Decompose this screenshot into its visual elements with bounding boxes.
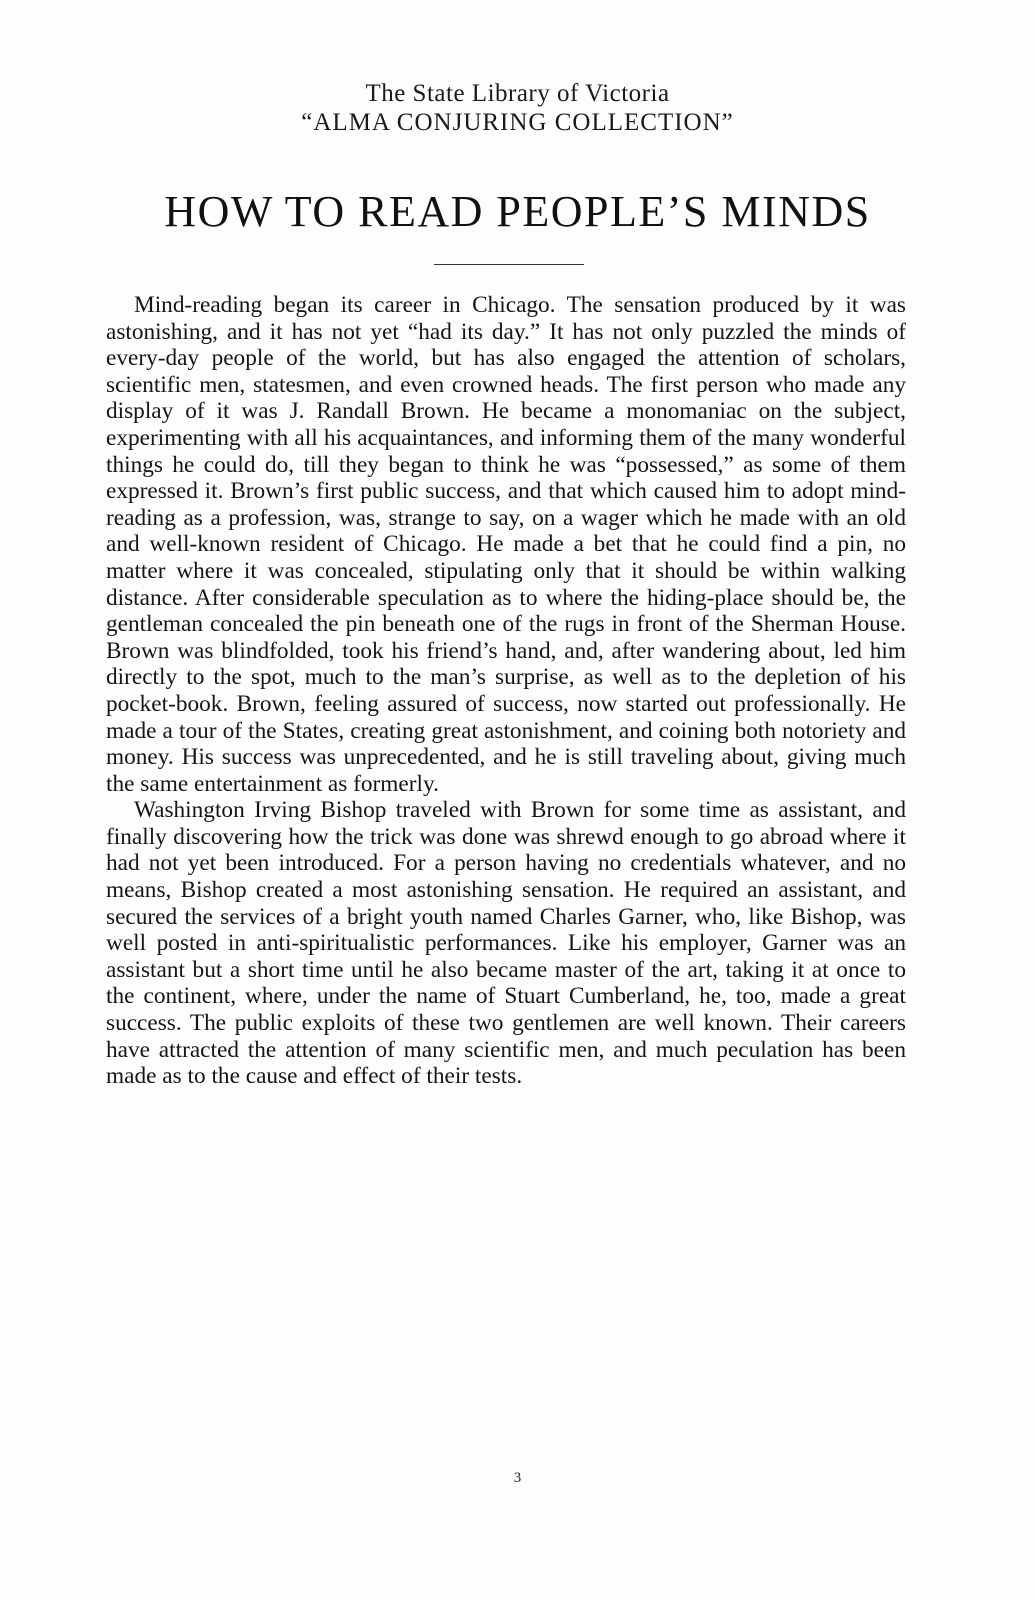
article-body — [106, 292, 906, 1090]
title-divider — [434, 264, 584, 265]
library-header: The State Library of Victoria — [365, 80, 670, 107]
page-title: HOW TO READ PEOPLE’S MINDS — [164, 187, 871, 236]
paragraph: Washington Irving Bishop traveled with Brown for some time as assistant, and finally discovering how the trick was done was shrewd enough to go abroad where it had not yet been introduced. For a person having no credentials whatever, and no means, Bishop created a most astonishing sensation. He required an assistant, and secured the services of a bright youth named Charles Garner, who, like Bishop, was well posted in anti-spiritualistic performances. Like his employer, Garner was an assistant but a short time until he also became master of the art, taking it at once to the continent, where, under the name of Stuart Cumberland, he, too, made a great success. The public exploits of these two gentlemen are well known. Their careers have attracted the attention of many scientific men, and much peculation has been made as to the cause and effect of their tests. — [106, 797, 906, 1090]
collection-header: “ALMA CONJURING COLLECTION” — [301, 109, 734, 136]
page-number: 3 — [513, 1470, 522, 1486]
paragraph: Mind-reading began its career in Chicago. The sensation produced by it was astonishing, and it has not yet “had its day.” It has not only puzzled the minds of every-day people of the world, but has also engaged the attention of scholars, scientific men, statesmen, and even crowned heads. The first person who made any display of it was J. Randall Brown. He became a monomaniac on the subject, experimenting with all his acquaintances, and informing them of the many wonderful things he could do, till they began to think he was “possessed,” as some of them expressed it. Brown’s first public success, and that which caused him to adopt mind-reading as a profession, was, strange to say, on a wager which he made with an old and well-known resident of Chicago. He made a bet that he could find a pin, no matter where it was concealed, stipulating only that it should be within walking distance. After considerable speculation as to where the hiding-place should be, the gentleman concealed the pin beneath one of the rugs in front of the Sherman House. Brown was blindfolded, took his friend’s hand, and, after wandering about, led him directly to the spot, much to the man’s surprise, as well as to the depletion of his pocket-book. Brown, feeling assured of success, now started out professionally. He made a tour of the States, creating great astonishment, and coining both notoriety and money. His success was unprecedented, and he is still traveling about, giving much the same entertainment as formerly. — [106, 292, 906, 797]
